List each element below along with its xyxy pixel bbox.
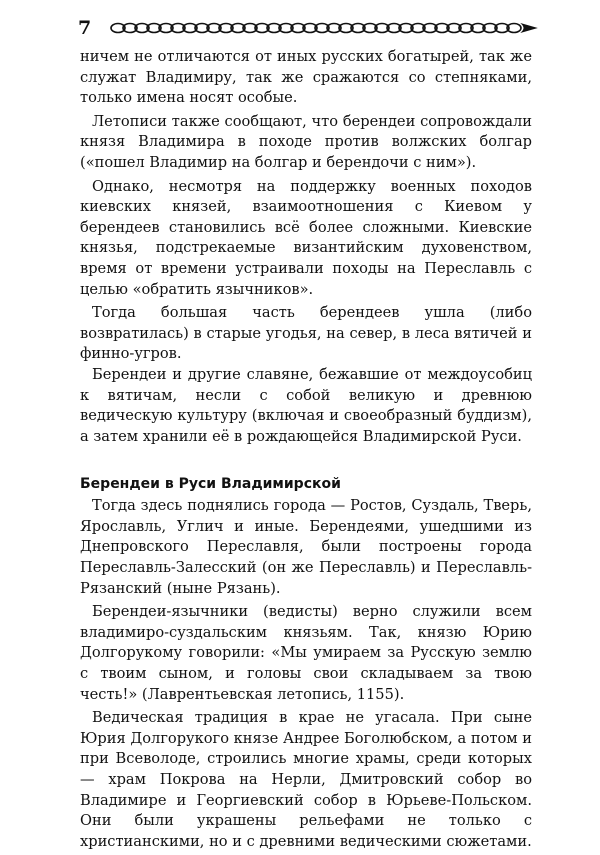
page-header <box>78 16 538 42</box>
paragraph: Летописи также сообщают, что берендеи сопровождали князя Владимира в походе против волжских болгар («пошел Владимир на болгар и берендочи с ним»). <box>80 112 532 171</box>
section-heading: Берендеи в Руси Владимирской <box>80 476 341 493</box>
main-text <box>80 47 532 855</box>
paragraph: Берендеи и другие славяне, бежавшие от междоусобиц к вятичам, несли с собой великую и древнюю ведическую культуру (включая и своеобразный буддизм), а затем хранили её в рождающейся Владимирской Руси. <box>80 365 532 445</box>
paragraph: Однако, несмотря на поддержку военных походов киевских князей, взаимоотношения с Киевом у берендеев становились всё более сложными. Киевские князья, подстрекаемые византийским духовенством, время от времени устраивали походы на Переславль с целью «обратить язычников». <box>80 177 532 298</box>
paragraph: Тогда здесь поднялись города — Ростов, Суздаль, Тверь, Ярославль, Углич и иные. Берендеями, ушедшими из Днепровского Переславля, были построены города Переславль-Залесский (он же Переславль) и Переславль-Рязанский (ныне Рязань). <box>80 497 532 597</box>
paragraph: Ведическая традиция в крае не угасала. При сыне Юрия Долгорукого князе Андрее Боголюбском, а потом и при Всеволоде, строились многие храмы, среди которых — храм Покрова на Нерли, Дмитровский собор во Владимире и Георгиевский собор в Юрьеве-Польском. Они были украшены рельефами не только с христианскими, но и с древними ведическими сюжетами. <box>80 709 532 850</box>
paragraph: Берендеи-язычники (ведисты) верно служили всем владимиро-суздальским князьям. Так, князю Юрию Долгорукому говорили: «Мы умираем за Русскую землю с твоим сыном, и головы свои складываем за твою честь!» (Лаврентьевская летопись, 1155). <box>80 603 532 703</box>
page-number: 7 <box>78 17 92 39</box>
decorative-ornament-icon <box>110 21 538 35</box>
paragraph-continuation: ничем не отличаются от иных русских богатырей, так же служат Владимиру, так же сражаются со степняками, только имена носят особые. <box>80 48 532 107</box>
paragraph: Тогда большая часть берендеев ушла (либо возвратилась) в старые угодья, на север, в леса вятичей и финно-угров. <box>80 304 532 363</box>
